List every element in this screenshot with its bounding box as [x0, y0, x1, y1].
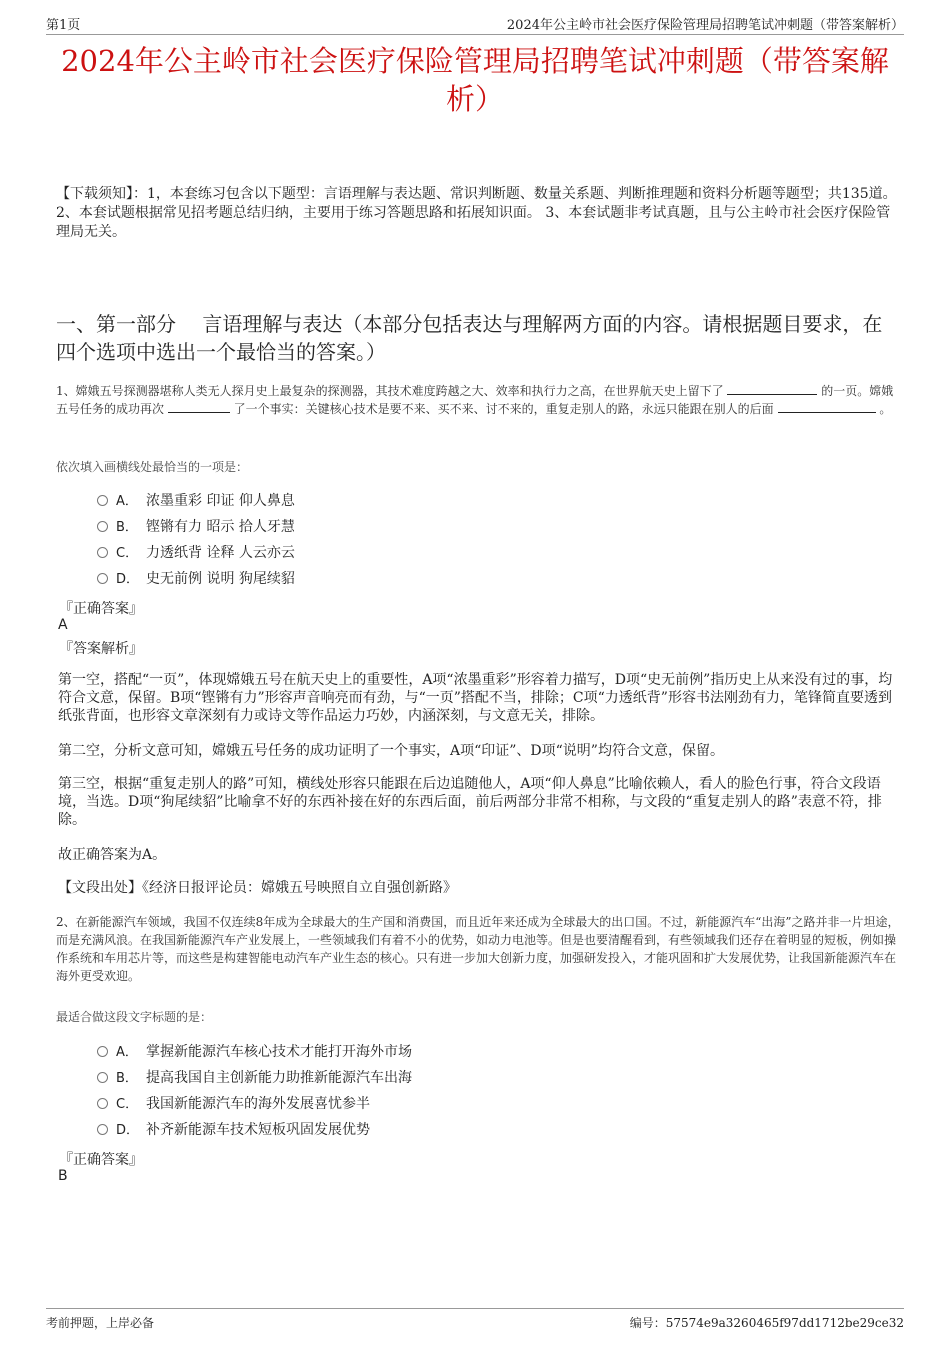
q1-text-part2: 的一页。嫦娥五号任务的成功再次 [56, 384, 894, 416]
option-text: 掌握新能源汽车核心技术才能打开海外市场 [146, 1044, 412, 1060]
page-title: 2024年公主岭市社会医疗保险管理局招聘笔试冲刺题（带答案解析） [61, 44, 889, 116]
q2-option-b[interactable] [97, 1069, 412, 1088]
option-letter: C． [116, 1097, 139, 1112]
option-text: 补齐新能源车技术短板巩固发展优势 [146, 1122, 370, 1138]
q1-analysis-para-3: 第三空，根据“重复走别人的路”可知，横线处形容只能跟在后边追随他人，A项“仰人鼻息”比喻依赖人，看人的脸色行事，符合文段语境，当选。D项“狗尾续貂”比喻拿不好的东西补接在好的东西后面，前后两部分非常不相称，与文段的“重复走别人的路”表意不符，排除。 [58, 776, 882, 828]
fill-blank-3 [778, 400, 876, 413]
option-letter: A． [116, 494, 138, 509]
radio-icon[interactable] [97, 521, 108, 532]
q1-analysis-label: 『答案解析』 [59, 641, 143, 657]
option-text: 史无前例 说明 狗尾续貂 [146, 571, 295, 587]
radio-icon[interactable] [97, 1072, 108, 1083]
option-letter: D． [116, 1123, 140, 1138]
q2-prompt: 最适合做这段文字标题的是： [56, 1010, 213, 1024]
q1-text-part1: 1、嫦娥五号探测器堪称人类无人探月史上最复杂的探测器，其技术难度跨越之大、效率和执行力之高，在世界航天史上留下了 [56, 384, 724, 398]
q1-text-part3: 了一个事实：关键核心技术是要不来、买不来、讨不来的，重复走别人的路，永远只能跟在别人的后面 [233, 402, 774, 416]
radio-icon[interactable] [97, 547, 108, 558]
page-number: 第1页 [46, 18, 81, 33]
section-heading: 一、第一部分 言语理解与表达（本部分包括表达与理解两方面的内容。请根据题目要求，在四个选项中选出一个最恰当的答案。） [56, 312, 883, 364]
option-letter: A． [116, 1045, 138, 1060]
page-footer [46, 1308, 904, 1330]
q1-analysis-para-2: 第二空，分析文意可知，嫦娥五号任务的成功证明了一个事实，A项“印证”、D项“说明”均符合文意，保留。 [58, 743, 724, 759]
option-letter: B． [116, 1071, 138, 1086]
option-letter: C． [116, 546, 139, 561]
option-text: 我国新能源汽车的海外发展喜忧参半 [146, 1096, 370, 1112]
option-text: 铿锵有力 昭示 拾人牙慧 [146, 519, 295, 535]
q2-option-a[interactable] [97, 1043, 412, 1062]
q1-analysis-para-1: 第一空，搭配“一页”，体现嫦娥五号在航天史上的重要性，A项“浓墨重彩”形容着力描写，D项“史无前例”指历史上从来没有过的事，均符合文意，保留。B项“铿锵有力”形容声音响亮而有劲，与“一页”搭配不当，排除；C项“力透纸背”形容书法刚劲有力，笔锋简直要透到纸张背面，也形容文章深刻有力或诗文等作品运力巧妙，内涵深刻，与文意无关，排除。 [58, 672, 893, 724]
option-letter: D． [116, 572, 140, 587]
fill-blank-2 [168, 400, 230, 413]
q1-text-part4: 。 [879, 402, 892, 416]
download-notice: 【下载须知】：1，本套练习包含以下题型：言语理解与表达题、常识判断题、数量关系题、判断推理题和资料分析题等题型；共135道。 2、本套试题根据常见招考题总结归纳，主要用于练习答题思路和拓展知识面。 3、本套试题非考试真题，且与公主岭市社会医疗保险管理局无关。 [56, 186, 897, 240]
footer-slogan: 考前押题，上岸必备 [46, 1316, 155, 1330]
q1-option-b[interactable] [97, 518, 295, 537]
q2-option-d[interactable] [97, 1121, 370, 1140]
option-text: 浓墨重彩 印证 仰人鼻息 [146, 493, 295, 509]
fill-blank-1 [727, 382, 817, 395]
q1-source: 【文段出处】《经济日报评论员：嫦娥五号映照自立自强创新路》 [58, 880, 457, 896]
option-text: 力透纸背 诠释 人云亦云 [146, 545, 295, 561]
option-letter: B． [116, 520, 138, 535]
footer-doc-id: 编号：57574e9a3260465f97dd1712be29ce32 [629, 1316, 904, 1330]
option-text: 提高我国自主创新能力助推新能源汽车出海 [146, 1070, 412, 1086]
q1-analysis-conclusion: 故正确答案为A。 [58, 847, 167, 863]
q1-option-c[interactable] [97, 544, 295, 563]
q2-option-c[interactable] [97, 1095, 370, 1114]
question-1-text [56, 382, 900, 418]
q1-prompt: 依次填入画横线处最恰当的一项是： [56, 460, 249, 474]
radio-icon[interactable] [97, 573, 108, 584]
header-doc-title: 2024年公主岭市社会医疗保险管理局招聘笔试冲刺题（带答案解析） [506, 18, 904, 33]
question-2-text: 2、在新能源汽车领域，我国不仅连续8年成为全球最大的生产国和消费国，而且近年来还成为全球最大的出口国。不过，新能源汽车“出海”之路并非一片坦途，而是充满风浪。在我国新能源汽车产业发展上，一些领域我们有着不小的优势，如动力电池等。但是也要清醒看到，有些领域我们还存在着明显的短板，例如操作系统和车用芯片等，而这些是构建智能电动汽车产业生态的核心。只有进一步加大创新力度，加强研发投入，才能巩固和扩大发展优势，让我国新能源汽车在海外更受欢迎。 [56, 915, 900, 983]
radio-icon[interactable] [97, 495, 108, 506]
page-header [46, 14, 904, 35]
radio-icon[interactable] [97, 1098, 108, 1109]
q1-option-d[interactable] [97, 570, 295, 589]
q2-answer: B [58, 1168, 68, 1184]
q1-answer: A [58, 617, 68, 633]
q1-answer-label: 『正确答案』 [59, 601, 143, 617]
q2-answer-label: 『正确答案』 [59, 1152, 143, 1168]
q1-option-a[interactable] [97, 492, 295, 511]
radio-icon[interactable] [97, 1124, 108, 1135]
radio-icon[interactable] [97, 1046, 108, 1057]
